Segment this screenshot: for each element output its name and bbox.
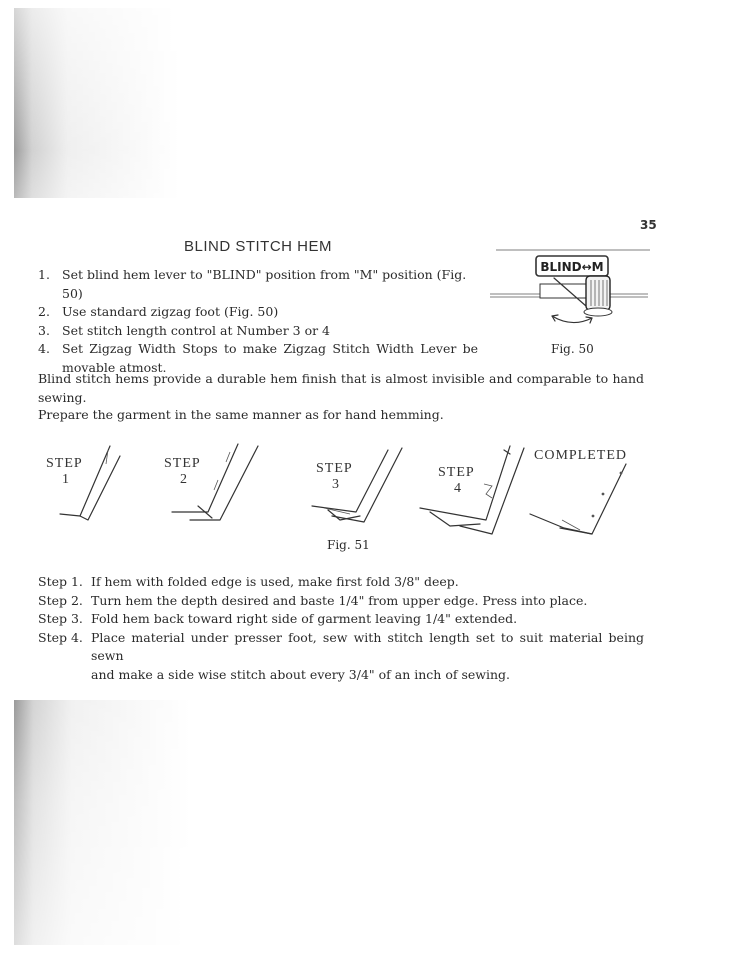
setup-step-number: 2. — [38, 304, 50, 319]
step4-number: 4 — [454, 481, 462, 496]
fig51-illustration — [40, 440, 650, 540]
step1-word: STEP — [46, 456, 83, 471]
hemming-instructions — [38, 573, 644, 684]
instruction-text: Place material under presser foot, sew with stitch length set to suit material being sewn — [91, 629, 644, 663]
setup-step — [38, 266, 478, 303]
setup-step — [38, 303, 478, 322]
setup-step-text: Use standard zigzag foot (Fig. 50) — [62, 304, 279, 319]
completed-drawing — [530, 448, 627, 534]
instruction-row — [38, 629, 644, 685]
scan-shadow-top — [14, 8, 314, 198]
setup-steps-list — [38, 266, 478, 377]
scan-shadow-bottom — [14, 700, 334, 945]
setup-step-text: Set Zigzag Width Stops to make Zigzag Stitch Width Lever be — [62, 341, 478, 356]
setup-step-text-continued: movable atmost. — [62, 359, 167, 375]
fig50-illustration — [488, 248, 650, 338]
instruction-label: Step 3. — [38, 611, 83, 626]
step3-word: STEP — [316, 461, 353, 476]
instruction-label: Step 1. — [38, 574, 83, 589]
lever-label-text: BLIND↔M — [540, 260, 604, 274]
step2-drawing — [164, 444, 258, 520]
page-number: 35 — [640, 218, 657, 232]
instruction-label: Step 2. — [38, 592, 83, 608]
instruction-text-continued: and make a side wise stitch about every 3/4" of an inch of sewing. — [91, 666, 510, 682]
setup-step — [38, 322, 478, 341]
setup-step-number: 3. — [38, 322, 50, 338]
completed-label: COMPLETED — [534, 448, 627, 463]
instruction-label: Step 4. — [38, 629, 83, 645]
knob-base — [584, 308, 612, 316]
intro-paragraph — [38, 370, 644, 407]
step4-word: STEP — [438, 465, 475, 480]
instruction-row — [38, 592, 644, 611]
instruction-text: If hem with folded edge is used, make first fold 3/8" deep. — [91, 574, 459, 589]
instruction-row — [38, 610, 644, 629]
step2-number: 2 — [180, 472, 188, 487]
step1-number: 1 — [62, 472, 70, 487]
fig51-caption: Fig. 51 — [327, 538, 370, 552]
intro-line-continued: sewing. — [38, 389, 87, 405]
prepare-paragraph: Prepare the garment in the same manner as for hand hemming. — [38, 407, 444, 422]
step2-word: STEP — [164, 456, 201, 471]
step1-drawing — [46, 446, 120, 520]
lever-housing — [540, 284, 590, 298]
setup-step-text: Set blind hem lever to "BLIND" position from "M" position (Fig. 50) — [62, 267, 467, 301]
setup-step-text: Set stitch length control at Number 3 or 4 — [62, 322, 330, 338]
lever-knob — [586, 276, 610, 310]
fig50-caption: Fig. 50 — [551, 342, 594, 356]
setup-step-number: 1. — [38, 267, 50, 282]
step4-drawing — [420, 446, 524, 534]
section-title: BLIND STITCH HEM — [184, 238, 333, 255]
instruction-text: Turn hem the depth desired and baste 1/4" from upper edge. Press into place. — [91, 592, 588, 608]
intro-line: Blind stitch hems provide a durable hem finish that is almost invisible and comparable to hand — [38, 371, 644, 386]
step3-drawing — [312, 448, 402, 522]
setup-step-number: 4. — [38, 341, 50, 356]
instruction-text: Fold hem back toward right side of garment leaving 1/4" extended. — [91, 611, 518, 626]
step3-number: 3 — [332, 477, 340, 492]
instruction-row — [38, 573, 644, 592]
